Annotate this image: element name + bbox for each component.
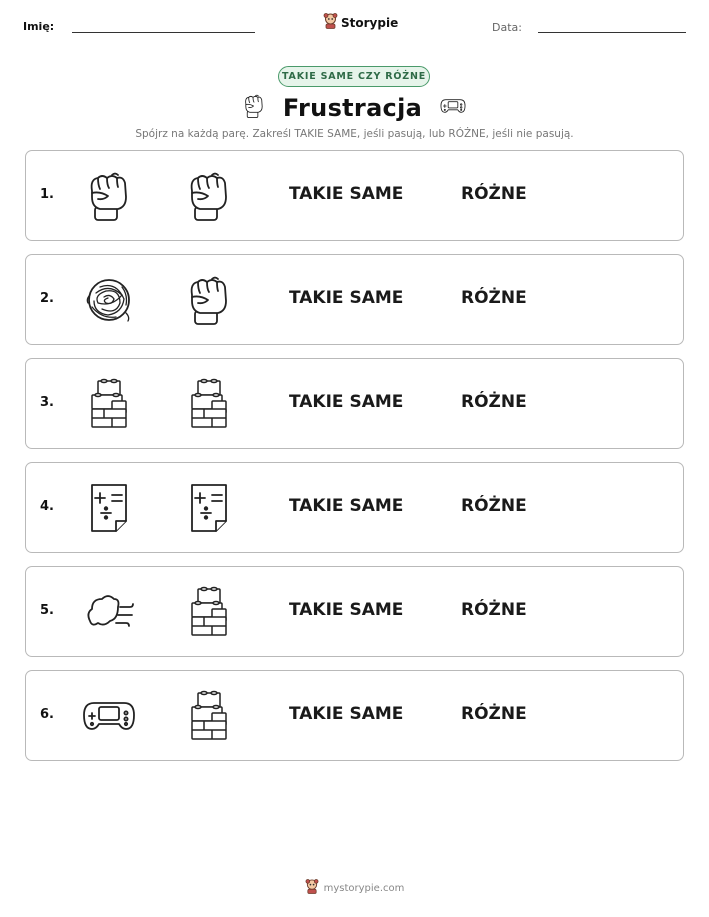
tangled-scribble-icon (82, 273, 136, 327)
storypie-mascot-icon (305, 879, 319, 897)
option-different[interactable]: RÓŻNE (461, 704, 527, 724)
option-same[interactable]: TAKIE SAME (289, 496, 404, 516)
brand-logo (323, 13, 398, 32)
row-number: 2. (40, 291, 54, 306)
stacked-blocks-icon (182, 377, 236, 431)
fist-icon (241, 92, 267, 124)
option-different[interactable]: RÓŻNE (461, 600, 527, 620)
option-different[interactable]: RÓŻNE (461, 184, 527, 204)
storypie-mascot-icon (323, 13, 338, 32)
fist-icon (82, 169, 136, 223)
option-same[interactable]: TAKIE SAME (289, 704, 404, 724)
brand-name: Storypie (341, 15, 399, 30)
fist-icon (182, 273, 236, 327)
instructions: Spójrz na każdą parę. Zakreśl TAKIE SAME, jeśli pasują, lub RÓŻNE, jeśli nie pasują. (135, 128, 574, 140)
stacked-blocks-icon (82, 377, 136, 431)
name-label: Imię: (23, 20, 55, 33)
steam-cloud-icon (82, 585, 136, 639)
row-number: 5. (40, 603, 54, 618)
option-same[interactable]: TAKIE SAME (289, 392, 404, 412)
pair-row-2 (25, 254, 684, 345)
pair-row-1 (25, 150, 684, 241)
stacked-blocks-icon (182, 585, 236, 639)
option-same[interactable]: TAKIE SAME (289, 288, 404, 308)
title-row (0, 90, 709, 126)
worksheet-type-badge: TAKIE SAME CZY RÓŻNE (278, 66, 430, 87)
pair-row-3 (25, 358, 684, 449)
option-different[interactable]: RÓŻNE (461, 288, 527, 308)
option-same[interactable]: TAKIE SAME (289, 600, 404, 620)
row-number: 3. (40, 395, 54, 410)
footer (0, 879, 709, 897)
option-different[interactable]: RÓŻNE (461, 392, 527, 412)
option-different[interactable]: RÓŻNE (461, 496, 527, 516)
pair-row-5 (25, 566, 684, 657)
row-number: 6. (40, 707, 54, 722)
name-line[interactable] (72, 32, 255, 33)
date-label: Data: (492, 21, 522, 34)
option-same[interactable]: TAKIE SAME (289, 184, 404, 204)
date-line[interactable] (538, 32, 686, 33)
game-controller-icon (438, 93, 468, 123)
row-number: 1. (40, 187, 54, 202)
pair-row-4 (25, 462, 684, 553)
page-title: Frustracja (282, 94, 423, 122)
row-number: 4. (40, 499, 54, 514)
game-controller-icon (82, 689, 136, 743)
footer-url[interactable]: mystorypie.com (323, 882, 405, 894)
stacked-blocks-icon (182, 689, 236, 743)
pair-row-6 (25, 670, 684, 761)
math-worksheet-icon (82, 481, 136, 535)
math-worksheet-icon (182, 481, 236, 535)
fist-icon (182, 169, 236, 223)
